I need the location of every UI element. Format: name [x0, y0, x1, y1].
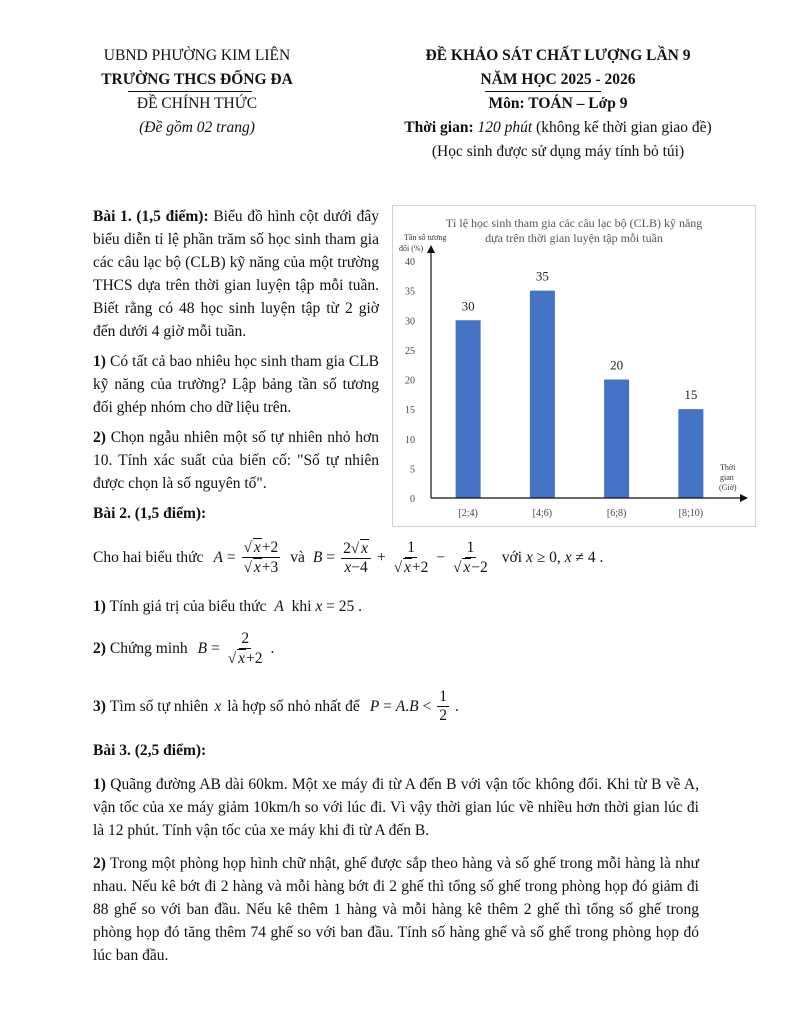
chart-title-line1: Tỉ lệ học sinh tham gia các câu lạc bộ (CLB) kỹ năng — [445, 216, 703, 230]
page-count-note: (Đề gồm 02 trang) — [139, 119, 255, 136]
expr-A-fraction: $\frac{√ x+2}{√ x+3}$ — [243, 539, 279, 576]
bai3-q2-text: Trong một phòng họp hình chữ nhật, ghế được sắp theo hàng và số ghế trong mỗi hàng là như nhau. Nếu kê bớt đi 2 hàng và mỗi hàng bớt đi 2 ghế thì tổng số ghế trong phòng họp đó giảm đi 88 ghế so với ban đầu. Nếu kê thêm 1 hàng và mỗi hàng kê thêm 2 ghế thì tổng số ghế trong phòng họp đó tăng thêm 74 ghế so với ban đầu. Tính số hàng ghế và số ghế trong phòng họp đó lúc ban đầu. — [93, 855, 699, 964]
expr-B-term3: $\frac{1}{√ x-2}$ — [453, 538, 488, 576]
expr-B-term1: $\frac{2√ x}{x-4}$ — [341, 539, 371, 577]
bai1-title: Bài 1. (1,5 điểm): — [93, 208, 209, 225]
bai2-title: Bài 2. (1,5 điểm): — [93, 505, 207, 522]
calculator-note: (Học sinh được sử dụng máy tính bỏ túi) — [431, 143, 685, 160]
bai2-q1-when: khi — [291, 598, 312, 615]
bai3-q1-text: Quãng đường AB dài 60km. Một xe máy đi từ A đến B với vận tốc không đổi. Khi từ B về A, vận tốc của xe máy giảm 10km/h so với lúc đi. Vì vậy thời gian lúc về nhiều hơn thời gian lúc đi là 12 phút. Tính vận tốc của xe máy khi đi từ A đến B. — [93, 776, 699, 839]
x-axis-label-line3: (Giờ) — [719, 483, 737, 492]
bai1-q1-num: 1) — [93, 353, 106, 370]
bai2-q3: 3) Tìm số tự nhiên x là hợp số nhỏ nhất để P = A.B < $\frac{1}{2}$ . — [93, 688, 459, 724]
bai1-block — [93, 205, 379, 495]
header-right — [338, 44, 778, 164]
bai2-q2-num: 2) — [93, 640, 106, 657]
y-tick-label: 5 — [410, 464, 415, 476]
ward-name: UBND PHƯỜNG KIM LIÊN — [103, 47, 291, 64]
y-tick-label: 35 — [405, 286, 415, 298]
bai2-condition: x ≥ 0, x ≠ 4 . — [526, 548, 604, 566]
bai1-q2-num: 2) — [93, 429, 106, 446]
bai1-intro: Biểu đồ hình cột dưới đây biểu diễn tỉ lệ phần trăm số học sinh tham gia các câu lạc bộ (CLB) kỹ năng của một trường THCS dựa trên thời gian luyện tập mỗi tuần. Biết rằng có 48 học sinh luyện tập từ 2 giờ đến dưới 4 giờ mỗi tuần. — [93, 208, 379, 340]
bai2-q1-num: 1) — [93, 598, 106, 615]
bai3-q1-num: 1) — [93, 776, 106, 793]
bar — [456, 320, 481, 498]
chart-title-line2: dựa trên thời gian luyện tập mỗi tuần — [485, 231, 663, 245]
bai2-expressions: Cho hai biểu thức A = $\frac{√ x+2}{√ x+3}$ và B = $\frac{2√ x}{x-4}$ + $\frac{1}{√ x+2}$ − $\frac{1}{√ x-2}$ với x ≥ 0, x ≠ 4 . — [93, 538, 604, 576]
school-underline — [128, 91, 252, 92]
expr-B-term2: $\frac{1}{√ x+2}$ — [393, 538, 429, 576]
bai2-intro: Cho hai biểu thức — [93, 548, 204, 566]
bai3-q2-num: 2) — [93, 855, 106, 872]
y-tick-label: 40 — [405, 257, 415, 268]
header-left — [72, 44, 322, 140]
y-tick-label: 0 — [410, 494, 415, 505]
x-axis-arrow — [740, 494, 748, 502]
x-axis-label-line1: Thời — [720, 463, 736, 472]
bai3-q1 — [93, 773, 699, 842]
school-name: TRƯỜNG THCS ĐỐNG ĐA — [101, 71, 293, 88]
bai2-q3-fraction: $\frac{1}{2}$ — [439, 688, 447, 724]
bar-data-label: 15 — [684, 387, 698, 403]
y-tick-label: 30 — [405, 316, 415, 328]
bai3-q2 — [93, 852, 699, 967]
y-tick-label: 20 — [405, 375, 415, 387]
x-tick-label: [6;8) — [606, 508, 627, 519]
time-line — [338, 116, 778, 140]
bai2-q3-text: Tìm số tự nhiên — [109, 697, 209, 715]
subject-line: Môn: TOÁN – Lớp 9 — [488, 95, 628, 112]
bai1-q2-para — [93, 426, 379, 495]
y-tick-label: 25 — [405, 345, 415, 357]
bai2-q1-text: Tính giá trị của biểu thức — [109, 598, 267, 615]
x-tick-label: [8;10) — [678, 508, 704, 519]
bai2-q2: 2) Chứng minh B = $\frac{2}{√ x+2}$ . — [93, 630, 275, 667]
bai1-q1-para — [93, 350, 379, 419]
bai2-cond-word: với — [501, 548, 523, 566]
time-note: (không kể thời gian giao đề) — [536, 119, 712, 136]
x-axis-label-line2: gian — [720, 473, 734, 482]
y-axis-arrow — [427, 245, 435, 253]
bai1-q2-text: Chọn ngẫu nhiên một số tự nhiên nhỏ hơn 10. Tính xác suất của biến cố: "Số tự nhiên được chọn là số nguyên tố". — [93, 429, 380, 492]
school-year: NĂM HỌC 2025 - 2026 — [480, 71, 636, 88]
bai2-q1: 1) Tính giá trị của biểu thức A khi x = 25 . — [93, 598, 362, 615]
bai3-title: Bài 3. (2,5 điểm): — [93, 742, 207, 759]
time-value: 120 phút — [477, 119, 533, 136]
bar-data-label: 20 — [610, 357, 624, 373]
bai2-q3-num: 3) — [93, 697, 106, 715]
expr-A-name: A — [213, 548, 223, 566]
official-label: ĐỀ CHÍNH THỨC — [136, 95, 258, 112]
bai2-q2-text: Chứng minh — [109, 640, 188, 657]
exam-title: ĐỀ KHẢO SÁT CHẤT LƯỢNG LẦN 9 — [425, 47, 691, 64]
y-tick-label: 10 — [405, 434, 415, 446]
bai2-q3-text2: là hợp số nhỏ nhất để — [227, 697, 360, 715]
bar — [678, 409, 703, 498]
expr-B-name: B — [312, 548, 323, 566]
year-underline — [485, 91, 601, 92]
chart-frame — [392, 205, 756, 527]
x-tick-label: [4;6) — [532, 508, 553, 519]
bar — [530, 291, 555, 498]
bar-data-label: 30 — [461, 298, 475, 314]
bai1-intro-para — [93, 205, 379, 343]
bai1-q1-text: Có tất cả bao nhiêu học sinh tham gia CLB kỹ năng của trường? Lập bảng tần số tương đối ghép nhóm cho dữ liệu trên. — [93, 353, 379, 416]
y-axis-label-line2: đối (%) — [399, 244, 424, 253]
bar-chart — [393, 206, 755, 526]
time-label: Thời gian: — [404, 119, 474, 136]
y-axis-label-line1: Tần số tương — [404, 233, 447, 242]
y-tick-label: 15 — [405, 405, 415, 417]
bai2-and: và — [290, 548, 305, 566]
bai2-q2-fraction: $\frac{2}{√ x+2}$ — [227, 630, 263, 667]
bar — [604, 380, 629, 499]
bar-data-label: 35 — [535, 268, 549, 284]
x-tick-label: [2;4) — [458, 508, 478, 519]
